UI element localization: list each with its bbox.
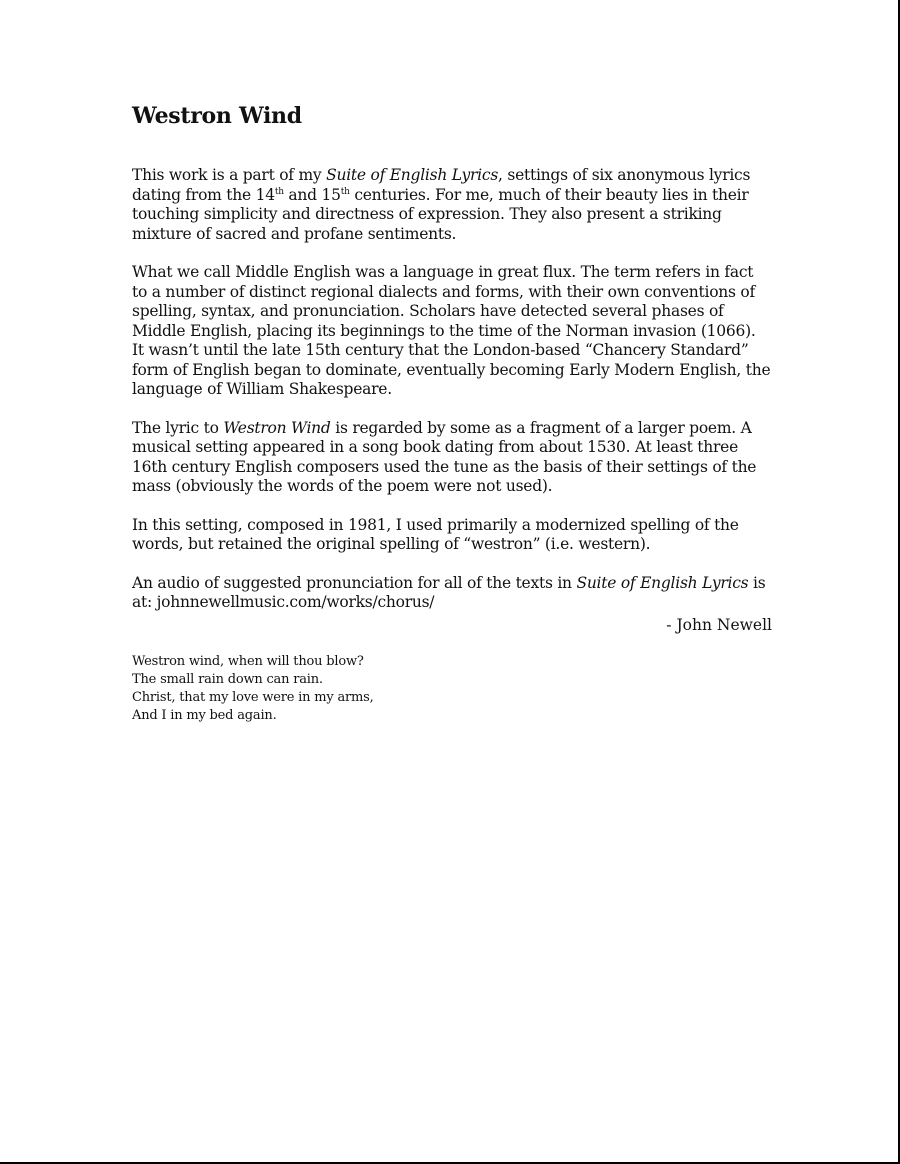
westron-wind-italic: Westron Wind bbox=[223, 418, 331, 437]
ordinal-suffix: th bbox=[340, 186, 350, 197]
paragraph-intro-text-e: centuries. For me, much of their beauty lies in their touching simplicity and directness of expression. They also present a striking mixture of sacred and profane sentiments. bbox=[132, 185, 749, 243]
poem-line: Westron wind, when will thou blow? bbox=[132, 653, 364, 669]
ordinal-suffix: th bbox=[274, 186, 284, 197]
paragraph-intro bbox=[132, 166, 772, 244]
suite-title-italic: Suite of English Lyrics bbox=[576, 573, 749, 592]
document-body bbox=[132, 166, 772, 613]
suite-title-italic: Suite of English Lyrics bbox=[326, 166, 499, 184]
paragraph-audio-text-a: An audio of suggested pronunciation for all of the texts in bbox=[132, 573, 577, 592]
paragraph-intro-text-d: and 15 bbox=[283, 185, 341, 204]
document-title: Westron Wind bbox=[132, 103, 302, 129]
poem-line: And I in my bed again. bbox=[132, 707, 277, 723]
paragraph-lyric-history bbox=[132, 419, 772, 497]
poem-line: The small rain down can rain. bbox=[132, 671, 323, 687]
document-content bbox=[132, 100, 772, 725]
paragraph-lyric-text-a: The lyric to bbox=[132, 418, 224, 437]
poem-text bbox=[132, 653, 772, 725]
paragraph-middle-english: What we call Middle English was a language in great flux. The term refers in fact to a number of distinct regional dialects and forms, with their own conventions of spelling, syntax, and pronunciation. Scholars have detected several phases of Middle English, placing its beginnings to the time of the Norman invasion (1066). It wasn’t until the late 15th century that the London-based “Chancery Standard” form of English began to dominate, eventually becoming Early Modern English, the language of William Shakespeare. bbox=[132, 263, 771, 398]
poem-line: Christ, that my love were in my arms, bbox=[132, 689, 374, 705]
paragraph-audio-text-c: is at: johnnewellmusic.com/works/chorus/ bbox=[132, 573, 766, 611]
author-signature: - John Newell bbox=[666, 615, 772, 634]
paragraph-setting: In this setting, composed in 1981, I used primarily a modernized spelling of the words, but retained the original spelling of “westron” (i.e. western). bbox=[132, 515, 739, 553]
paragraph-intro-text-c: , settings of six anonymous lyrics dating from the 14 bbox=[132, 166, 751, 204]
paragraph-intro-text-a: This work is a part of my bbox=[132, 166, 327, 184]
paragraph-audio bbox=[132, 574, 772, 613]
paragraph-lyric-text-c: is regarded by some as a fragment of a larger poem. A musical setting appeared in a song book dating from about 1530. At least three 16th century English composers used the tune as the basis of their settings of the mass (obviously the words of the poem were not used). bbox=[132, 418, 757, 495]
